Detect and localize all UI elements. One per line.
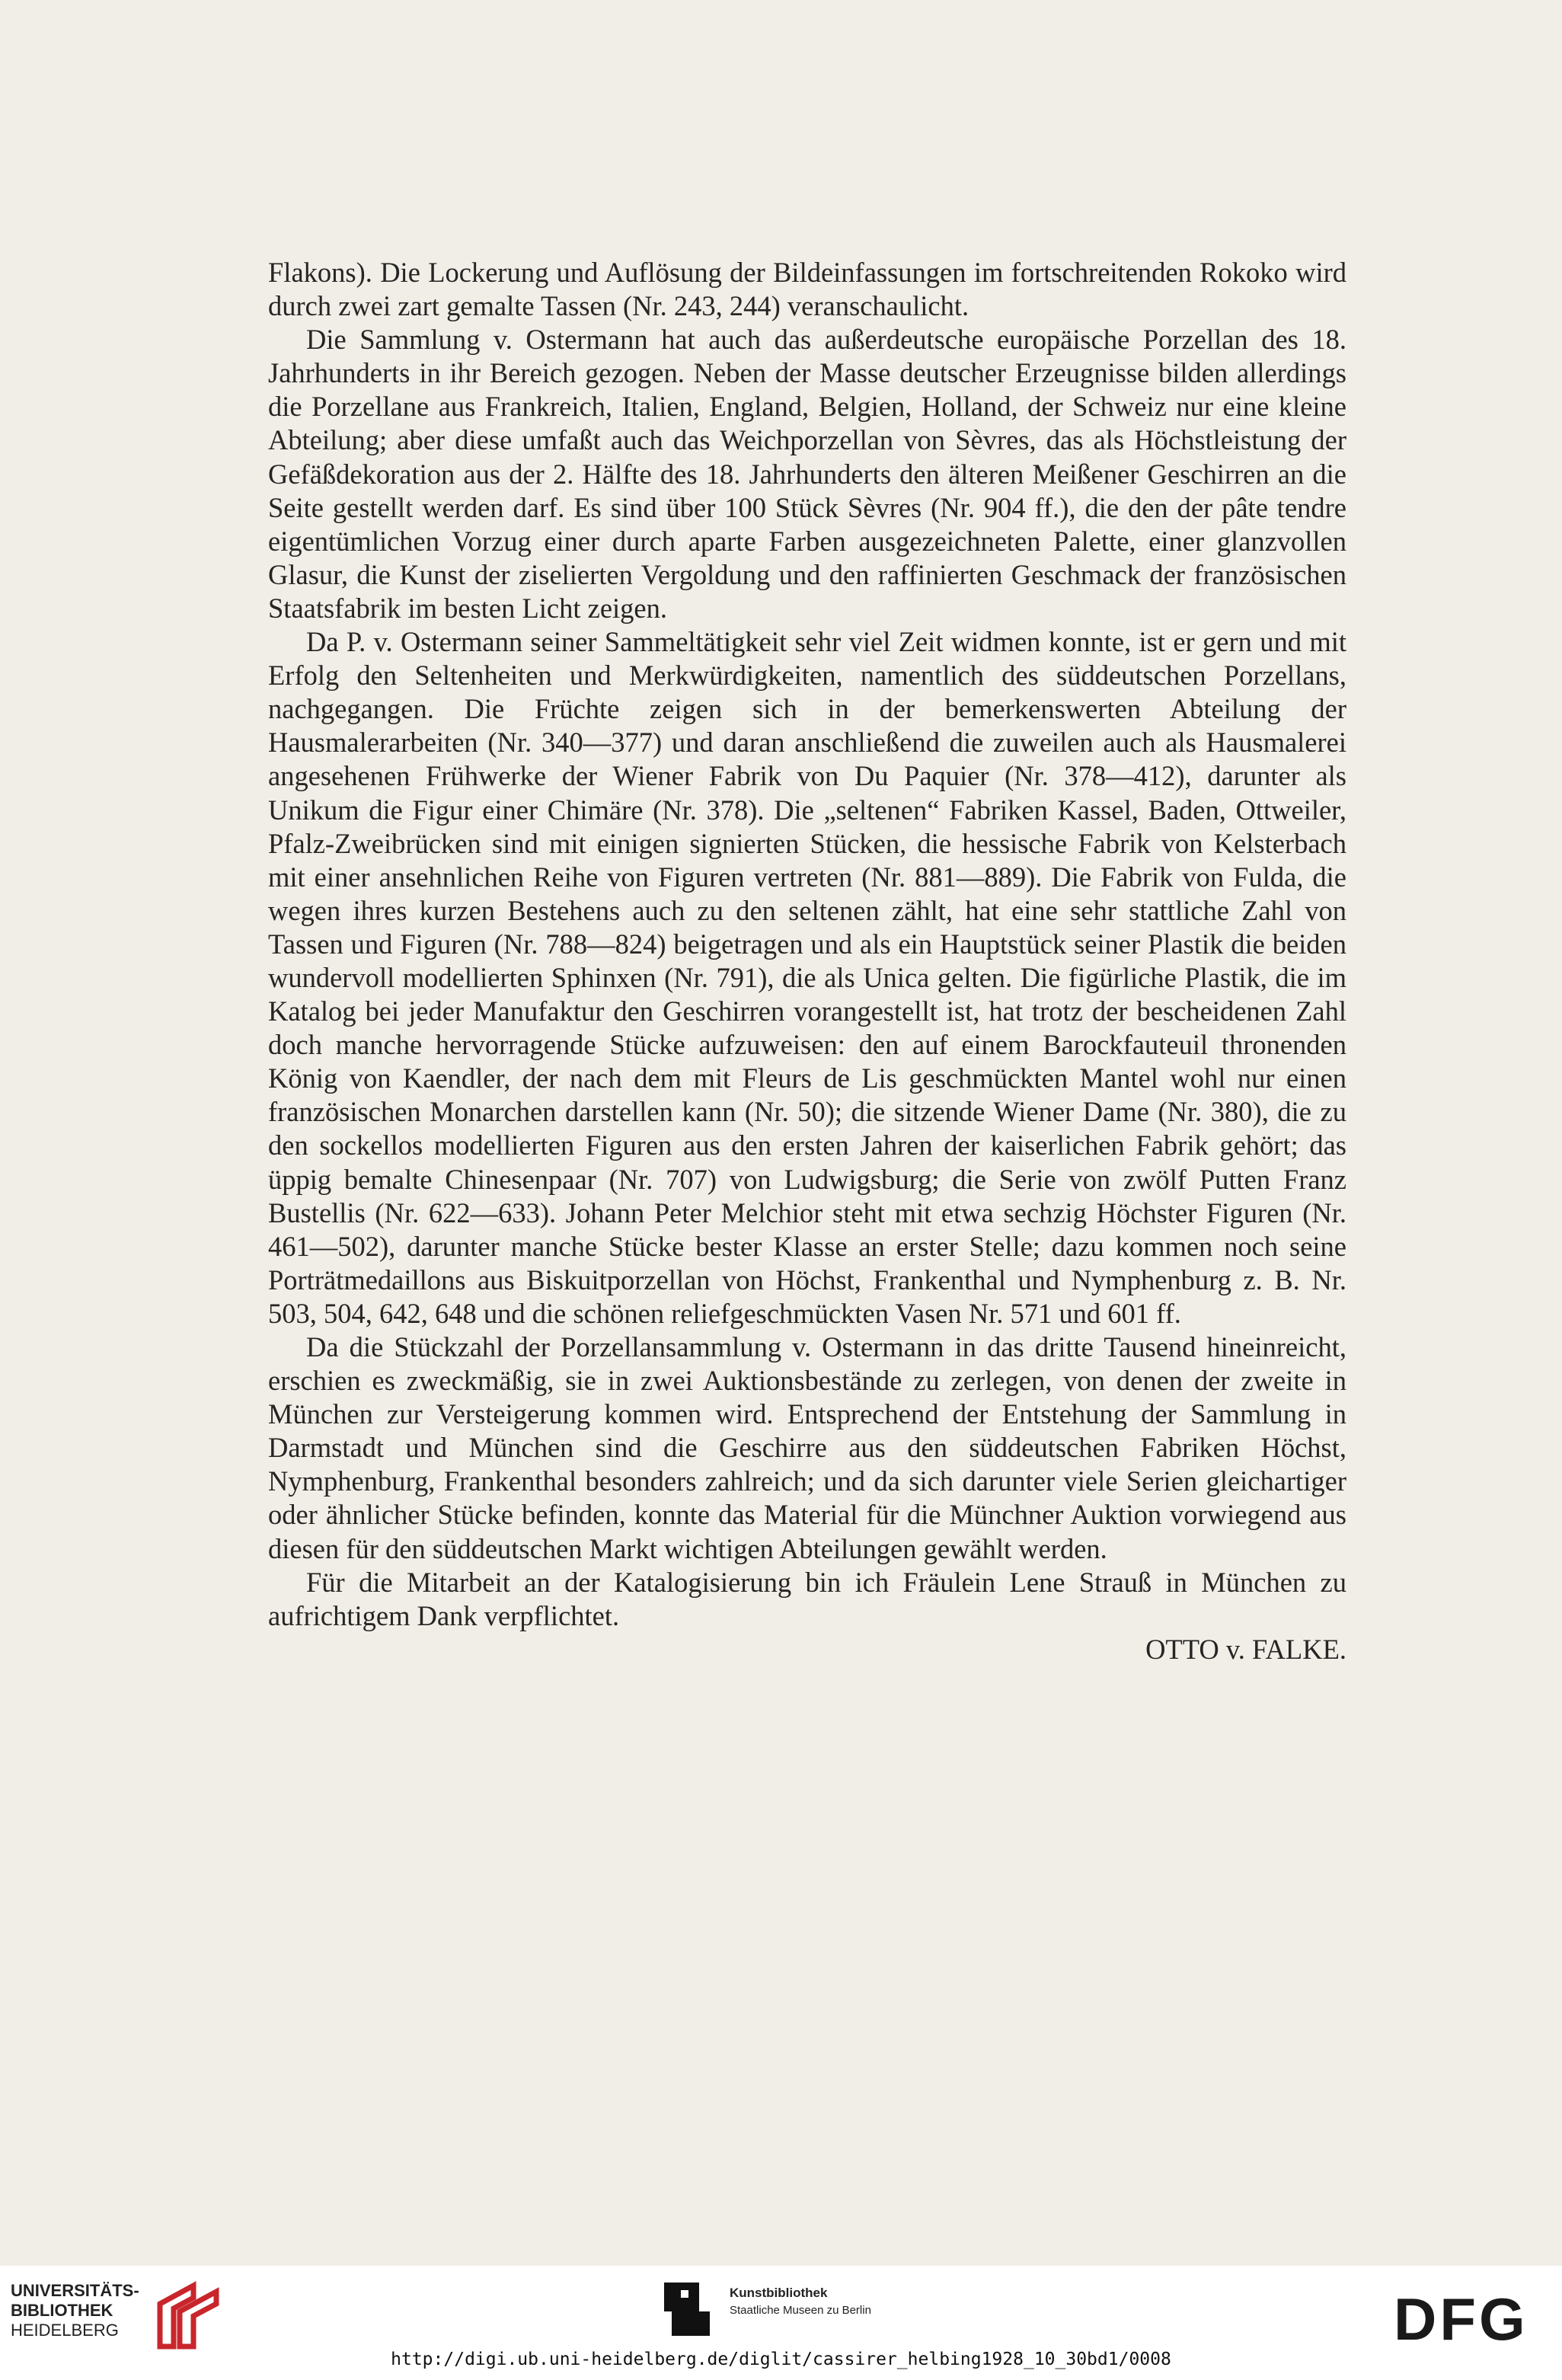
body-text xyxy=(268,256,1346,1666)
paragraph-5 xyxy=(268,1566,1346,1633)
footer-bar xyxy=(0,2266,1562,2380)
signature: OTTO v. FALKE. xyxy=(1145,1633,1346,1665)
university-line-2: BIBLIOTHEK xyxy=(11,2301,113,2320)
kunstbibliothek-title: Kunstbibliothek xyxy=(730,2286,828,2300)
paragraph-1: Flakons). Die Lockerung und Auflösung der Bildeinfassungen im fortschreitenden Rokoko wird durch zwei zart gemalte Tassen (Nr. 243, 244) veranschaulicht. xyxy=(268,257,1346,322)
paragraph-3: Da P. v. Ostermann seiner Sammeltätigkeit sehr viel Zeit widmen konnte, ist er gern und mit Erfolg den Seltenheiten und Merkwürdigkeiten, namentlich des süddeutschen Porzellans, nachgegangen. Die Früchte zeigen sich in der bemerkenswerten Abteilung der Hausmalerarbeiten (Nr. 340—377) und daran anschließend die zuweilen auch als Hausmalerei angesehenen Frühwerke der Wiener Fabrik von Du Paquier (Nr. 378—412), darunter als Unikum die Figur einer Chimäre (Nr. 378). Die „seltenen“ Fabriken Kassel, Baden, Ottweiler, Pfalz-Zweibrücken sind mit einigen signierten Stücken, die hessische Fabrik von Kelsterbach mit einer ansehnlichen Reihe von Figuren vertreten (Nr. 881—889). Die Fabrik von Fulda, die wegen ihres kurzen Bestehens auch zu den seltenen zählt, hat eine sehr stattliche Zahl von Tassen und Figuren (Nr. 788—824) beigetragen und als ein Hauptstück seiner Plastik die beiden wundervoll modellierten Sphinxen (Nr. 791), die als Unica gelten. Die figürliche Plastik, die im Katalog bei jeder Manufaktur den Geschirren vorangestellt ist, hat trotz der bescheidenen Zahl doch manche hervorragende Stücke aufzuweisen: den auf einem Barockfauteuil thronenden König von Kaendler, der nach dem mit Fleurs de Lis geschmückten Mantel wohl nur einen französischen Monarchen darstellen kann (Nr. 50); die sitzende Wiener Dame (Nr. 380), die zu den sockellos modellierten Figuren aus den ersten Jahren der kaiserlichen Fabrik gehört; das üppig bemalte Chinesenpaar (Nr. 707) von Ludwigsburg; die Serie von zwölf Putten Franz Bustellis (Nr. 622—633). Johann Peter Melchior steht mit etwa sechzig Höchster Figuren (Nr. 461—502), darunter manche Stücke bester Klasse an erster Stelle; dazu kommen noch seine Porträtmedaillons aus Biskuitporzellan von Höchst, Frankenthal und Nymphenburg z. B. Nr. 503, 504, 642, 648 und die schönen reliefgeschmückten Vasen Nr. 571 und 601 ff. xyxy=(268,626,1346,1329)
university-mark-icon xyxy=(154,2281,224,2351)
paragraph-4: Da die Stückzahl der Porzellansammlung v. Ostermann in das dritte Tausend hineinreicht, erschien es zweckmäßig, sie in zwei Auktionsbestände zu zerlegen, von denen der zweite in München zur Versteigerung kommen wird. Entsprechend der Entstehung der Sammlung in Darmstadt und München sind die Geschirre aus den süddeutschen Fabriken Höchst, Nymphenburg, Frankenthal besonders zahlreich; und da sich darunter viele Serien gleichartiger oder ähnlicher Stücke befinden, konnte das Material für die Münchner Auktion vorwiegend aus diesen für den süddeutschen Markt wichtigen Abteilungen gewählt werden. xyxy=(268,1331,1346,1564)
permalink-url[interactable]: http://digi.ub.uni-heidelberg.de/diglit/cassirer_helbing1928_10_30bd1/0008 xyxy=(391,2350,1171,2369)
university-library-logo[interactable] xyxy=(11,2281,224,2357)
university-line-1: UNIVERSITÄTS- xyxy=(11,2281,139,2300)
kunstbibliothek-subtitle: Staatliche Museen zu Berlin xyxy=(730,2304,871,2317)
paragraph-2: Die Sammlung v. Ostermann hat auch das außerdeutsche europäische Porzellan des 18. Jahrhunderts in ihr Bereich gezogen. Neben der Masse deutscher Erzeugnisse bilden allerdings die Porzellane aus Frankreich, Italien, England, Belgien, Holland, der Schweiz nur eine kleine Abteilung; aber diese umfaßt auch das Weichporzellan von Sèvres, das als Höchstleistung der Gefäßdekoration aus der 2. Hälfte des 18. Jahrhunderts den älteren Meißener Geschirren an die Seite gestellt werden darf. Es sind über 100 Stück Sèvres (Nr. 904 ff.), die den der pâte tendre eigentümlichen Vorzug einer durch aparte Farben ausgezeichneten Palette, einer glanzvollen Glasur, die Kunst der ziselierten Vergoldung und den raffinierten Geschmack der französischen Staatsfabrik im besten Licht zeigen. xyxy=(268,324,1346,624)
signature-line xyxy=(268,1633,1346,1666)
dfg-logo[interactable]: DFG xyxy=(1394,2286,1528,2353)
final-paragraph-text: Für die Mitarbeit an der Katalogisierung bin ich Fräulein Lene Strauß in München zu aufrichtigem Dank verpflichtet. xyxy=(268,1566,1346,1631)
university-line-3: HEIDELBERG xyxy=(11,2321,119,2340)
kunstbibliothek-icon xyxy=(664,2283,710,2336)
